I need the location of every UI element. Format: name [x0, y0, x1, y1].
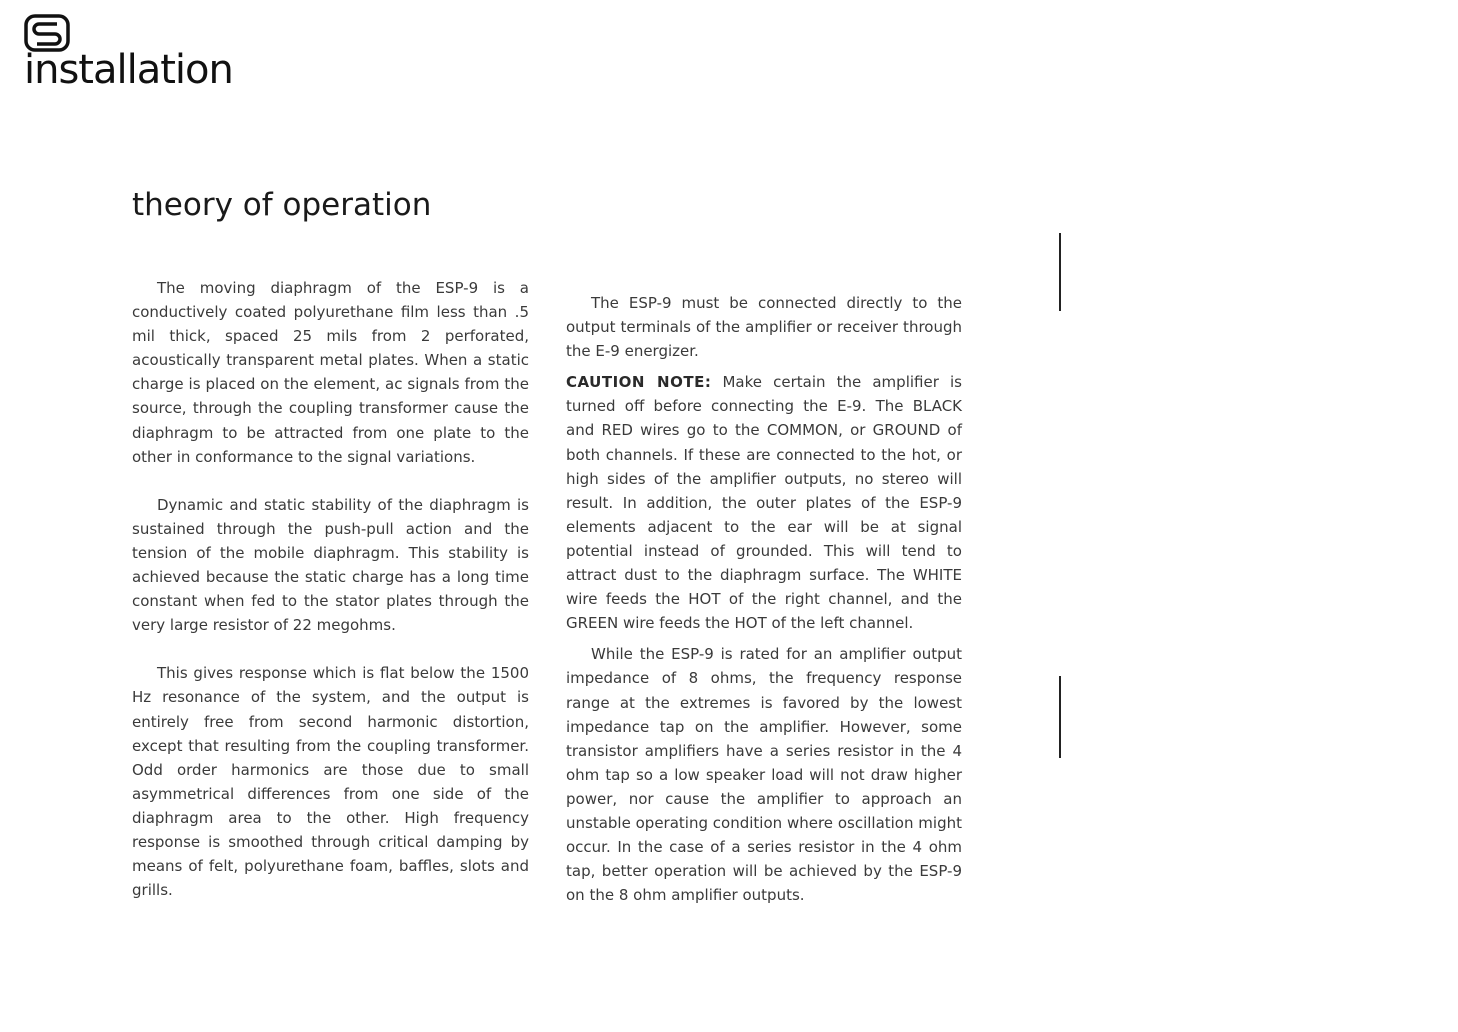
paragraph-response: This gives response which is flat below the 1500 Hz resonance of the system, and the output is entirely free from second harmonic distortion, except that resulting from the coupling transformer. Odd order harmonics are those due to small asymmetrical differences from one side of the diaphragm area to the other. High frequency response is smoothed through critical damping by means of felt, polyurethane foam, baffles, slots and grills.: [132, 664, 529, 900]
caution-note: [566, 370, 962, 635]
page-heading: theory of operation: [132, 187, 432, 223]
left-text-column: [132, 276, 529, 902]
caution-text: Make certain the amplifier is turned off before connecting the E-9. The BLACK and RED wires go to the COMMON, or GROUND of both channels. If these are connected to the hot, or high sides of the amplifier outputs, no stereo will result. In addition, the outer plates of the ESP-9 elements adjacent to the ear will be at signal potential instead of grounded. This will tend to attract dust to the diaphragm surface. The WHITE wire feeds the HOT of the right channel, and the GREEN wire feeds the HOT of the left channel.: [566, 373, 962, 633]
paragraph-connection: The ESP-9 must be connected directly to the output terminals of the amplifier or receiver through the E-9 energizer.: [566, 294, 962, 361]
margin-mark: [1059, 233, 1061, 311]
paragraph-diaphragm: The moving diaphragm of the ESP-9 is a conductively coated polyurethane film less than .5 mil thick, spaced 25 mils from 2 perforated, acoustically transparent metal plates. When a static charge is placed on the element, ac signals from the source, through the coupling transformer cause the diaphragm to be attracted from one plate to the other in conformance to the signal variations.: [132, 279, 529, 466]
paragraph-impedance: While the ESP-9 is rated for an amplifier output impedance of 8 ohms, the frequency response range at the extremes is favored by the lowest impedance tap on the amplifier. However, some transistor amplifiers have a series resistor in the 4 ohm tap so a low speaker load will not draw higher power, nor cause the amplifier to approach an unstable operating condition where oscillation might occur. In the case of a series resistor in the 4 ohm tap, better operation will be achieved by the ESP-9 on the 8 ohm amplifier outputs.: [566, 645, 962, 905]
paragraph-stability: Dynamic and static stability of the diaphragm is sustained through the push-pull action and the tension of the mobile diaphragm. This stability is achieved because the static charge has a long time constant when fed to the stator plates through the very large resistor of 22 megohms.: [132, 495, 529, 635]
caution-label: CAUTION NOTE:: [566, 373, 712, 392]
margin-mark: [1059, 676, 1061, 758]
section-title: installation: [24, 47, 233, 93]
right-text-column: [566, 291, 962, 907]
